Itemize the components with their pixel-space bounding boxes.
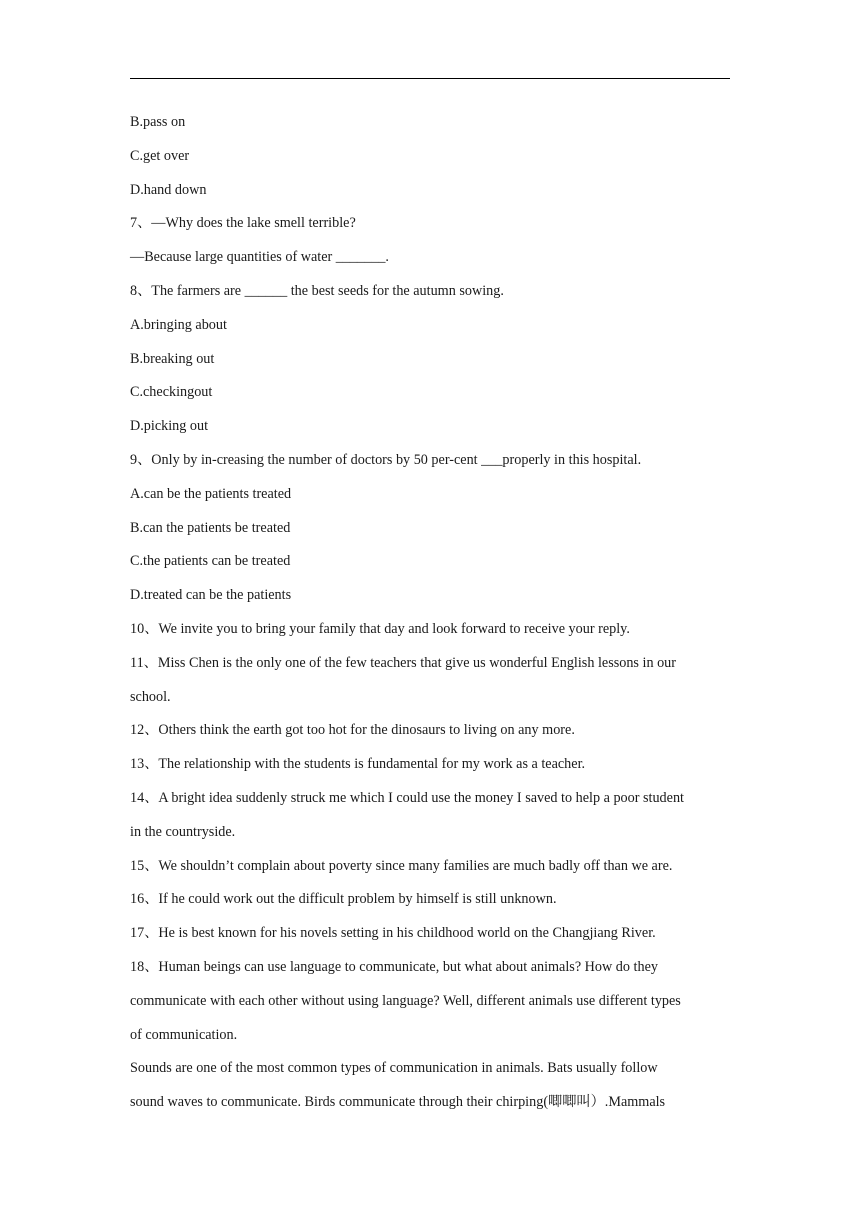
- text-line: B.can the patients be treated: [130, 520, 291, 536]
- text-line: 7、—Why does the lake smell terrible?: [130, 215, 356, 231]
- text-line: C.checkingout: [130, 384, 213, 400]
- text-line: 13、The relationship with the students is fundamental for my work as a teacher.: [130, 756, 586, 772]
- text-line: 17、He is best known for his novels setting in his childhood world on the Changjiang River.: [130, 925, 656, 941]
- text-line: Sounds are one of the most common types of communication in animals. Bats usually follow: [130, 1060, 658, 1076]
- text-line: sound waves to communicate. Birds communicate through their chirping(唧唧叫）.Mammals: [130, 1094, 666, 1110]
- text-line: communicate with each other without using language? Well, different animals use different types: [130, 993, 681, 1009]
- text-line: of communication.: [130, 1027, 238, 1043]
- text-line: 18、Human beings can use language to communicate, but what about animals? How do they: [130, 959, 658, 975]
- header-rule: [130, 78, 730, 79]
- text-line: 11、Miss Chen is the only one of the few teachers that give us wonderful English lessons in our: [130, 655, 676, 671]
- text-line: A.can be the patients treated: [130, 486, 292, 502]
- text-line: D.hand down: [130, 182, 207, 198]
- text-line: B.pass on: [130, 114, 186, 130]
- text-line: school.: [130, 689, 171, 705]
- text-line: 12、Others think the earth got too hot for the dinosaurs to living on any more.: [130, 722, 575, 738]
- text-line: C.the patients can be treated: [130, 553, 291, 569]
- text-line: —Because large quantities of water _______.: [130, 249, 389, 265]
- text-line: 8、The farmers are ______ the best seeds for the autumn sowing.: [130, 283, 504, 299]
- text-line: D.picking out: [130, 418, 209, 434]
- text-line: 15、We shouldn’t complain about poverty since many families are much badly off than we are.: [130, 858, 673, 874]
- text-line: C.get over: [130, 148, 190, 164]
- text-line: 10、We invite you to bring your family that day and look forward to receive your reply.: [130, 621, 630, 637]
- text-line: B.breaking out: [130, 351, 215, 367]
- text-line: 9、Only by in-creasing the number of doctors by 50 per-cent ___properly in this hospital.: [130, 452, 642, 468]
- text-line: in the countryside.: [130, 824, 236, 840]
- text-line: A.bringing about: [130, 317, 227, 333]
- text-line: 14、A bright idea suddenly struck me which I could use the money I saved to help a poor student: [130, 790, 684, 806]
- text-line: 16、If he could work out the difficult problem by himself is still unknown.: [130, 891, 557, 907]
- text-line: D.treated can be the patients: [130, 587, 292, 603]
